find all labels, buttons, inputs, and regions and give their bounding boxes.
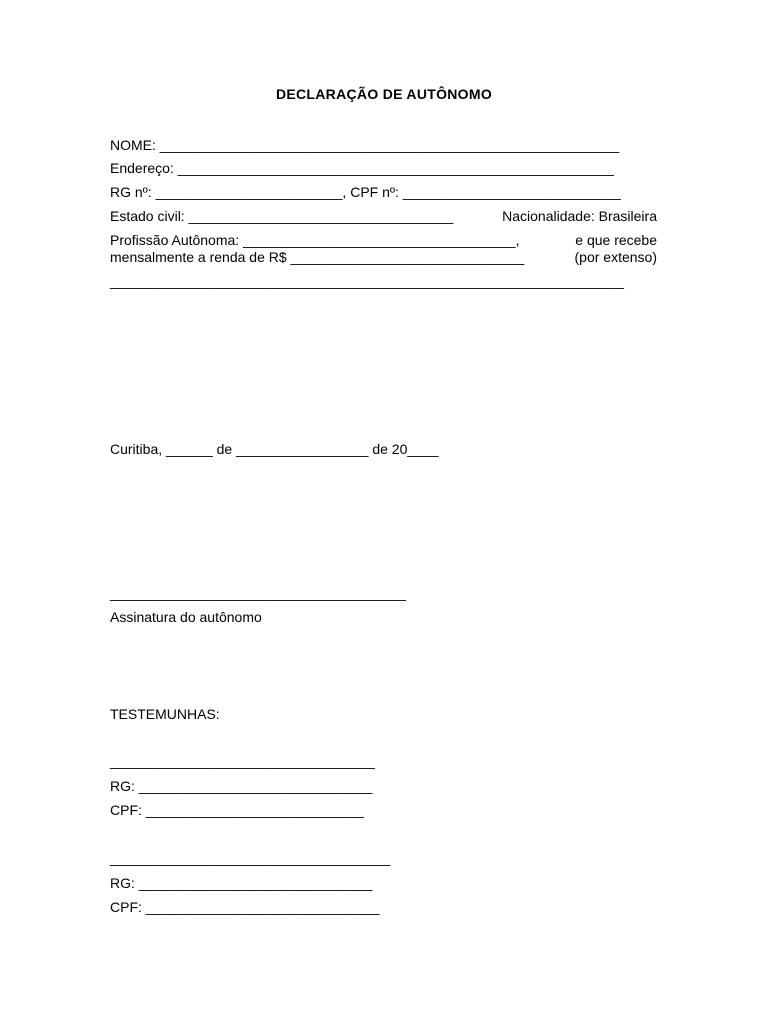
testemunha1-signature-line: __________________________________ bbox=[110, 753, 375, 769]
testemunha1-cpf-field: CPF: ____________________________ bbox=[110, 802, 364, 818]
assinatura-line: ______________________________________ bbox=[110, 585, 406, 601]
document-title: DECLARAÇÃO DE AUTÔNOMO bbox=[275, 86, 493, 102]
testemunha2-cpf-field: CPF: ______________________________ bbox=[110, 899, 380, 915]
profissao-continuation: e que recebe bbox=[575, 232, 657, 248]
rg-cpf-field: RG nº: ________________________, CPF nº: ____________________________ bbox=[110, 184, 621, 200]
local-data-field: Curitiba, ______ de _________________ de 20____ bbox=[110, 441, 439, 457]
estado-civil-row bbox=[110, 208, 657, 225]
testemunhas-label: TESTEMUNHAS: bbox=[110, 706, 220, 722]
extenso-line: __________________________________________________________________ bbox=[110, 273, 624, 289]
assinatura-label: Assinatura do autônomo bbox=[110, 609, 262, 625]
por-extenso-label: (por extenso) bbox=[574, 249, 657, 265]
testemunha2-rg-field: RG: ______________________________ bbox=[110, 875, 373, 891]
profissao-field: Profissão Autônoma: ___________________________________, bbox=[110, 232, 520, 248]
profissao-row bbox=[110, 232, 657, 249]
nome-field: NOME: ___________________________________________________________ bbox=[110, 137, 620, 153]
endereco-field: Endereço: ________________________________________________________ bbox=[110, 160, 614, 176]
renda-field: mensalmente a renda de R$ ______________________________ bbox=[110, 249, 525, 265]
renda-row bbox=[110, 249, 657, 266]
estado-civil-field: Estado civil: __________________________________ bbox=[110, 208, 454, 224]
testemunha1-rg-field: RG: ______________________________ bbox=[110, 778, 373, 794]
testemunha2-signature-line: ____________________________________ bbox=[110, 850, 391, 866]
nacionalidade-field: Nacionalidade: Brasileira bbox=[502, 208, 657, 224]
